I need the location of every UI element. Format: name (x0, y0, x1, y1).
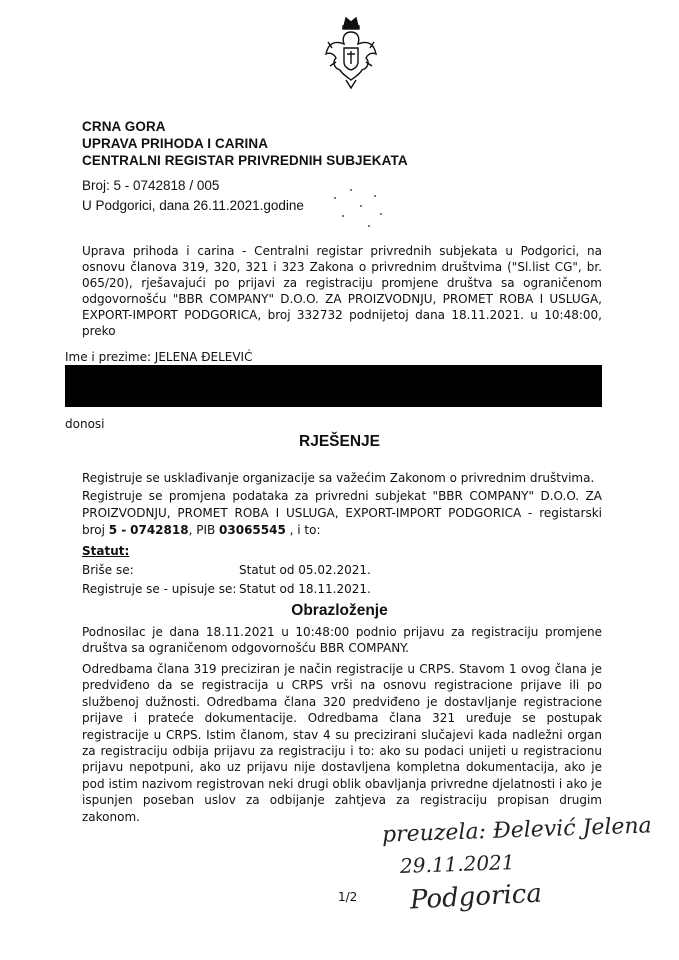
handwritten-received-by: preuzela: Đelević Jelena (381, 813, 653, 848)
page-number: 1/2 (338, 890, 358, 904)
paragraph-2-ending: , i to: (285, 523, 321, 537)
register-value: Statut od 18.11.2021. (239, 582, 371, 596)
register-label: Registruje se - upisuje se: (82, 582, 237, 596)
header-country: CRNA GORA (82, 119, 166, 134)
reasoning-title: Obrazloženje (291, 602, 388, 619)
montenegro-coat-of-arms-icon (322, 14, 380, 94)
pib-label: , PIB (188, 523, 220, 537)
decision-title: RJEŠENJE (299, 433, 380, 450)
delete-label: Briše se: (82, 563, 134, 577)
decision-paragraph-2-text: Registruje se promjena podataka za privredni subjekat "BBR COMPANY" D.O.O. ZA PROIZVODNJU, PROMET ROBA I USLUGA, EXPORT-IMPORT PODGORICA - registarski broj (82, 489, 602, 537)
decision-paragraph-1: Registruje se usklađivanje organizacije sa važećim Zakonom o privrednim društvima. (82, 471, 595, 485)
decision-paragraph-2 (82, 488, 602, 539)
header-registry: CENTRALNI REGISTAR PRIVREDNIH SUBJEKATA (82, 153, 408, 168)
handwritten-date: 29.11.2021 (399, 850, 515, 878)
reasoning-paragraph-1: Podnosilac je dana 18.11.2021 u 10:48:00 podnio prijavu za registraciju promjene društva sa ograničenom odgovornošću BBR COMPANY. (82, 625, 602, 655)
handwritten-city: Podgorica (409, 878, 543, 916)
applicant-name: Ime i prezime: JELENA ĐELEVIĆ (65, 350, 253, 364)
faint-stamp-marks (330, 185, 390, 235)
redacted-block (65, 365, 602, 407)
registry-number-part-1: 5 - (108, 523, 127, 537)
document-number: Broj: 5 - 0742818 / 005 (82, 178, 220, 193)
header-authority: UPRAVA PRIHODA I CARINA (82, 136, 269, 151)
statut-label: Statut: (82, 544, 130, 558)
delete-value: Statut od 05.02.2021. (239, 563, 371, 577)
document-place-date: U Podgorici, dana 26.11.2021.godine (82, 198, 304, 213)
pib-number: 03065545 (219, 523, 286, 537)
donosi-label: donosi (65, 417, 105, 431)
reasoning-paragraph-2: Odredbama člana 319 preciziran je način registracije u CRPS. Stavom 1 ovog člana je predviđeno da se registracija u CRPS vrši na osnovu registracione prijave ili po službenoj dužnosti. Odredbama člana 320 predviđeno je dostavljanje registracione prijave i prateće dokumentacije. Odredbama člana 321 uređuje se postupak registracije u CRPS. Istim članom, stav 4 su precizirani slučajevi kada nadležni organ za registraciju odbija prijavu za registraciju i to: ako su podaci unijeti u registracionu prijavu nepotpuni, ako uz prijavu nije dostavljena kompletna dokumentacija, ako je pod istim nazivom registrovan neki drugi oblik obavljanja privredne djelatnosti i ako je ispunjen poseban uslov za odbijanje zahtjeva za registraciju propisan drugim zakonom. (82, 662, 602, 824)
intro-paragraph: Uprava prihoda i carina - Centralni registar privrednih subjekata u Podgorici, na osnovu članova 319, 320, 321 i 323 Zakona o privrednim društvima ("Sl.list CG", br. 065/20), rješavajući po prijavi za registraciju promjene društva sa ograničenom odgovornošću "BBR COMPANY" D.O.O. ZA PROIZVODNJU, PROMET ROBA I USLUGA, EXPORT-IMPORT PODGORICA, broj 332732 podnijetoj dana 18.11.2021. u 10:48:00, preko (82, 244, 602, 338)
registry-number-part-2: 0742818 (130, 523, 189, 537)
